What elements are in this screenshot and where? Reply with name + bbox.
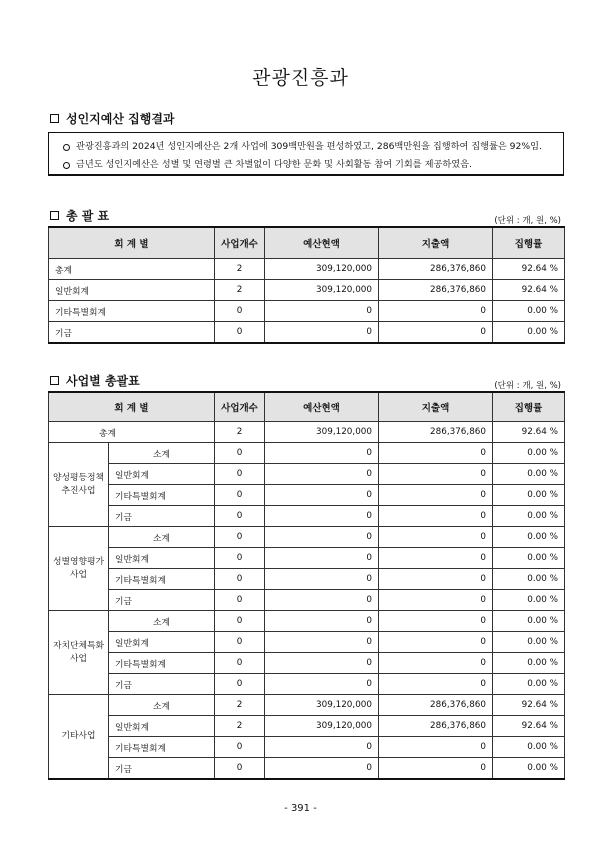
cell-account: 기금 (109, 506, 215, 527)
cell-budget: 309,120,000 (265, 259, 379, 280)
summary-line (63, 138, 563, 156)
cell-spent: 0 (379, 758, 493, 780)
table-row-total (49, 422, 565, 443)
table-row (49, 443, 565, 464)
group-name: 기타사업 (49, 695, 109, 780)
cell-spent: 0 (379, 443, 493, 464)
table-row (49, 506, 565, 527)
cell-budget: 0 (265, 590, 379, 611)
cell-rate: 0.00 % (493, 569, 565, 590)
table-row (49, 653, 565, 674)
cell-budget: 0 (265, 653, 379, 674)
unit-label: (단위 : 개, 원, %) (494, 216, 561, 226)
cell-account: 소계 (109, 611, 215, 632)
cell-count: 0 (215, 653, 265, 674)
cell-account: 일반회계 (49, 280, 215, 301)
header-rate: 집행률 (493, 227, 565, 259)
cell-rate: 92.64 % (493, 695, 565, 716)
summary-line (63, 156, 563, 174)
cell-budget: 0 (265, 443, 379, 464)
square-bullet-icon (50, 114, 59, 123)
cell-rate: 0.00 % (493, 674, 565, 695)
cell-account: 소계 (109, 443, 215, 464)
cell-count: 0 (215, 443, 265, 464)
summary-box (48, 132, 564, 176)
cell-budget: 0 (265, 527, 379, 548)
cell-rate: 92.64 % (493, 422, 565, 443)
cell-rate: 92.64 % (493, 716, 565, 737)
header-budget: 예산현액 (265, 227, 379, 259)
table-header-row (49, 227, 565, 259)
cell-count: 0 (215, 590, 265, 611)
table-row (49, 322, 565, 344)
cell-count: 0 (215, 301, 265, 322)
table-row (49, 758, 565, 780)
table-row (49, 485, 565, 506)
cell-count: 2 (215, 422, 265, 443)
cell-account: 기금 (109, 590, 215, 611)
table-row (49, 737, 565, 758)
cell-budget: 0 (265, 737, 379, 758)
table-row (49, 611, 565, 632)
cell-budget: 0 (265, 611, 379, 632)
cell-budget: 0 (265, 674, 379, 695)
header-count: 사업개수 (215, 227, 265, 259)
table-row (49, 674, 565, 695)
header-account: 회 계 별 (49, 227, 215, 259)
cell-rate: 0.00 % (493, 737, 565, 758)
cell-account: 기타특별회계 (109, 653, 215, 674)
unit-label: (단위 : 개, 원, %) (494, 381, 561, 391)
cell-count: 0 (215, 737, 265, 758)
cell-spent: 0 (379, 464, 493, 485)
cell-count: 2 (215, 716, 265, 737)
cell-budget: 309,120,000 (265, 695, 379, 716)
cell-account: 기금 (109, 674, 215, 695)
cell-rate: 0.00 % (493, 527, 565, 548)
cell-count: 0 (215, 569, 265, 590)
cell-count: 0 (215, 527, 265, 548)
cell-account: 기금 (109, 758, 215, 780)
cell-spent: 286,376,860 (379, 280, 493, 301)
cell-spent: 286,376,860 (379, 695, 493, 716)
cell-budget: 309,120,000 (265, 280, 379, 301)
section-title-text: 총 괄 표 (66, 209, 110, 223)
table-row (49, 301, 565, 322)
header-rate: 집행률 (493, 392, 565, 422)
cell-account: 일반회계 (109, 716, 215, 737)
cell-spent: 0 (379, 506, 493, 527)
cell-spent: 286,376,860 (379, 422, 493, 443)
table-row (49, 259, 565, 280)
cell-account: 소계 (109, 527, 215, 548)
cell-count: 0 (215, 674, 265, 695)
cell-spent: 0 (379, 737, 493, 758)
cell-count: 2 (215, 280, 265, 301)
cell-account: 기타특별회계 (109, 737, 215, 758)
section-title-by-project (50, 372, 140, 389)
cell-account: 총계 (49, 422, 215, 443)
header-spent: 지출액 (379, 392, 493, 422)
cell-budget: 0 (265, 548, 379, 569)
cell-count: 0 (215, 322, 265, 344)
cell-budget: 0 (265, 301, 379, 322)
cell-count: 0 (215, 485, 265, 506)
by-project-table (48, 391, 565, 780)
cell-count: 2 (215, 259, 265, 280)
cell-spent: 0 (379, 485, 493, 506)
cell-account: 기금 (49, 322, 215, 344)
group-name: 자치단체특화 사업 (49, 611, 109, 695)
cell-spent: 0 (379, 301, 493, 322)
table-row (49, 632, 565, 653)
cell-rate: 0.00 % (493, 611, 565, 632)
square-bullet-icon (50, 376, 59, 385)
cell-budget: 0 (265, 485, 379, 506)
summary-text: 금년도 성인지예산은 성별 및 연령별 큰 차별없이 다양한 문화 및 사회활동 참여 기회를 제공하였음. (76, 159, 472, 170)
cell-account: 총계 (49, 259, 215, 280)
table-row (49, 527, 565, 548)
overview-table (48, 226, 565, 344)
cell-count: 0 (215, 632, 265, 653)
cell-rate: 0.00 % (493, 443, 565, 464)
cell-rate: 0.00 % (493, 590, 565, 611)
group-name: 양성평등정책 추진사업 (49, 443, 109, 527)
cell-spent: 0 (379, 674, 493, 695)
cell-rate: 0.00 % (493, 653, 565, 674)
cell-rate: 0.00 % (493, 506, 565, 527)
cell-budget: 0 (265, 464, 379, 485)
circle-bullet-icon (63, 144, 70, 151)
cell-spent: 286,376,860 (379, 259, 493, 280)
section-title-budget-result (50, 110, 175, 127)
table-row (49, 695, 565, 716)
header-count: 사업개수 (215, 392, 265, 422)
cell-budget: 0 (265, 569, 379, 590)
summary-text: 관광진흥과의 2024년 성인지예산은 2개 사업에 309백만원을 편성하였고, 286백만원을 집행하여 집행률은 92%임. (76, 141, 542, 152)
cell-spent: 0 (379, 632, 493, 653)
cell-rate: 0.00 % (493, 485, 565, 506)
cell-budget: 0 (265, 758, 379, 780)
cell-spent: 286,376,860 (379, 716, 493, 737)
cell-rate: 0.00 % (493, 301, 565, 322)
cell-rate: 92.64 % (493, 259, 565, 280)
cell-spent: 0 (379, 548, 493, 569)
cell-budget: 0 (265, 632, 379, 653)
cell-spent: 0 (379, 322, 493, 344)
header-account: 회 계 별 (49, 392, 215, 422)
cell-budget: 309,120,000 (265, 422, 379, 443)
table-header-row (49, 392, 565, 422)
cell-spent: 0 (379, 611, 493, 632)
cell-rate: 0.00 % (493, 758, 565, 780)
page-number: - 391 - (284, 803, 317, 814)
header-spent: 지출액 (379, 227, 493, 259)
cell-budget: 0 (265, 322, 379, 344)
cell-rate: 0.00 % (493, 548, 565, 569)
group-name: 성별영향평가 사업 (49, 527, 109, 611)
circle-bullet-icon (63, 162, 70, 169)
square-bullet-icon (50, 211, 59, 220)
section-title-text: 사업별 총괄표 (66, 374, 140, 388)
cell-spent: 0 (379, 590, 493, 611)
cell-rate: 0.00 % (493, 322, 565, 344)
cell-count: 2 (215, 695, 265, 716)
cell-count: 0 (215, 758, 265, 780)
cell-budget: 309,120,000 (265, 716, 379, 737)
section-title-overview (50, 207, 109, 224)
table-row (49, 569, 565, 590)
cell-count: 0 (215, 506, 265, 527)
cell-rate: 92.64 % (493, 280, 565, 301)
cell-count: 0 (215, 464, 265, 485)
cell-account: 기타특별회계 (109, 485, 215, 506)
page-title: 관광진흥과 (252, 67, 349, 89)
cell-budget: 0 (265, 506, 379, 527)
cell-spent: 0 (379, 569, 493, 590)
table-row (49, 280, 565, 301)
cell-spent: 0 (379, 653, 493, 674)
cell-rate: 0.00 % (493, 464, 565, 485)
cell-account: 소계 (109, 695, 215, 716)
header-budget: 예산현액 (265, 392, 379, 422)
table-row (49, 590, 565, 611)
cell-account: 기타특별회계 (109, 569, 215, 590)
cell-spent: 0 (379, 527, 493, 548)
cell-count: 0 (215, 548, 265, 569)
cell-rate: 0.00 % (493, 632, 565, 653)
cell-account: 기타특별회계 (49, 301, 215, 322)
cell-account: 일반회계 (109, 548, 215, 569)
cell-count: 0 (215, 611, 265, 632)
section-title-text: 성인지예산 집행결과 (66, 112, 175, 126)
cell-account: 일반회계 (109, 632, 215, 653)
table-row (49, 464, 565, 485)
table-row (49, 716, 565, 737)
cell-account: 일반회계 (109, 464, 215, 485)
table-row (49, 548, 565, 569)
